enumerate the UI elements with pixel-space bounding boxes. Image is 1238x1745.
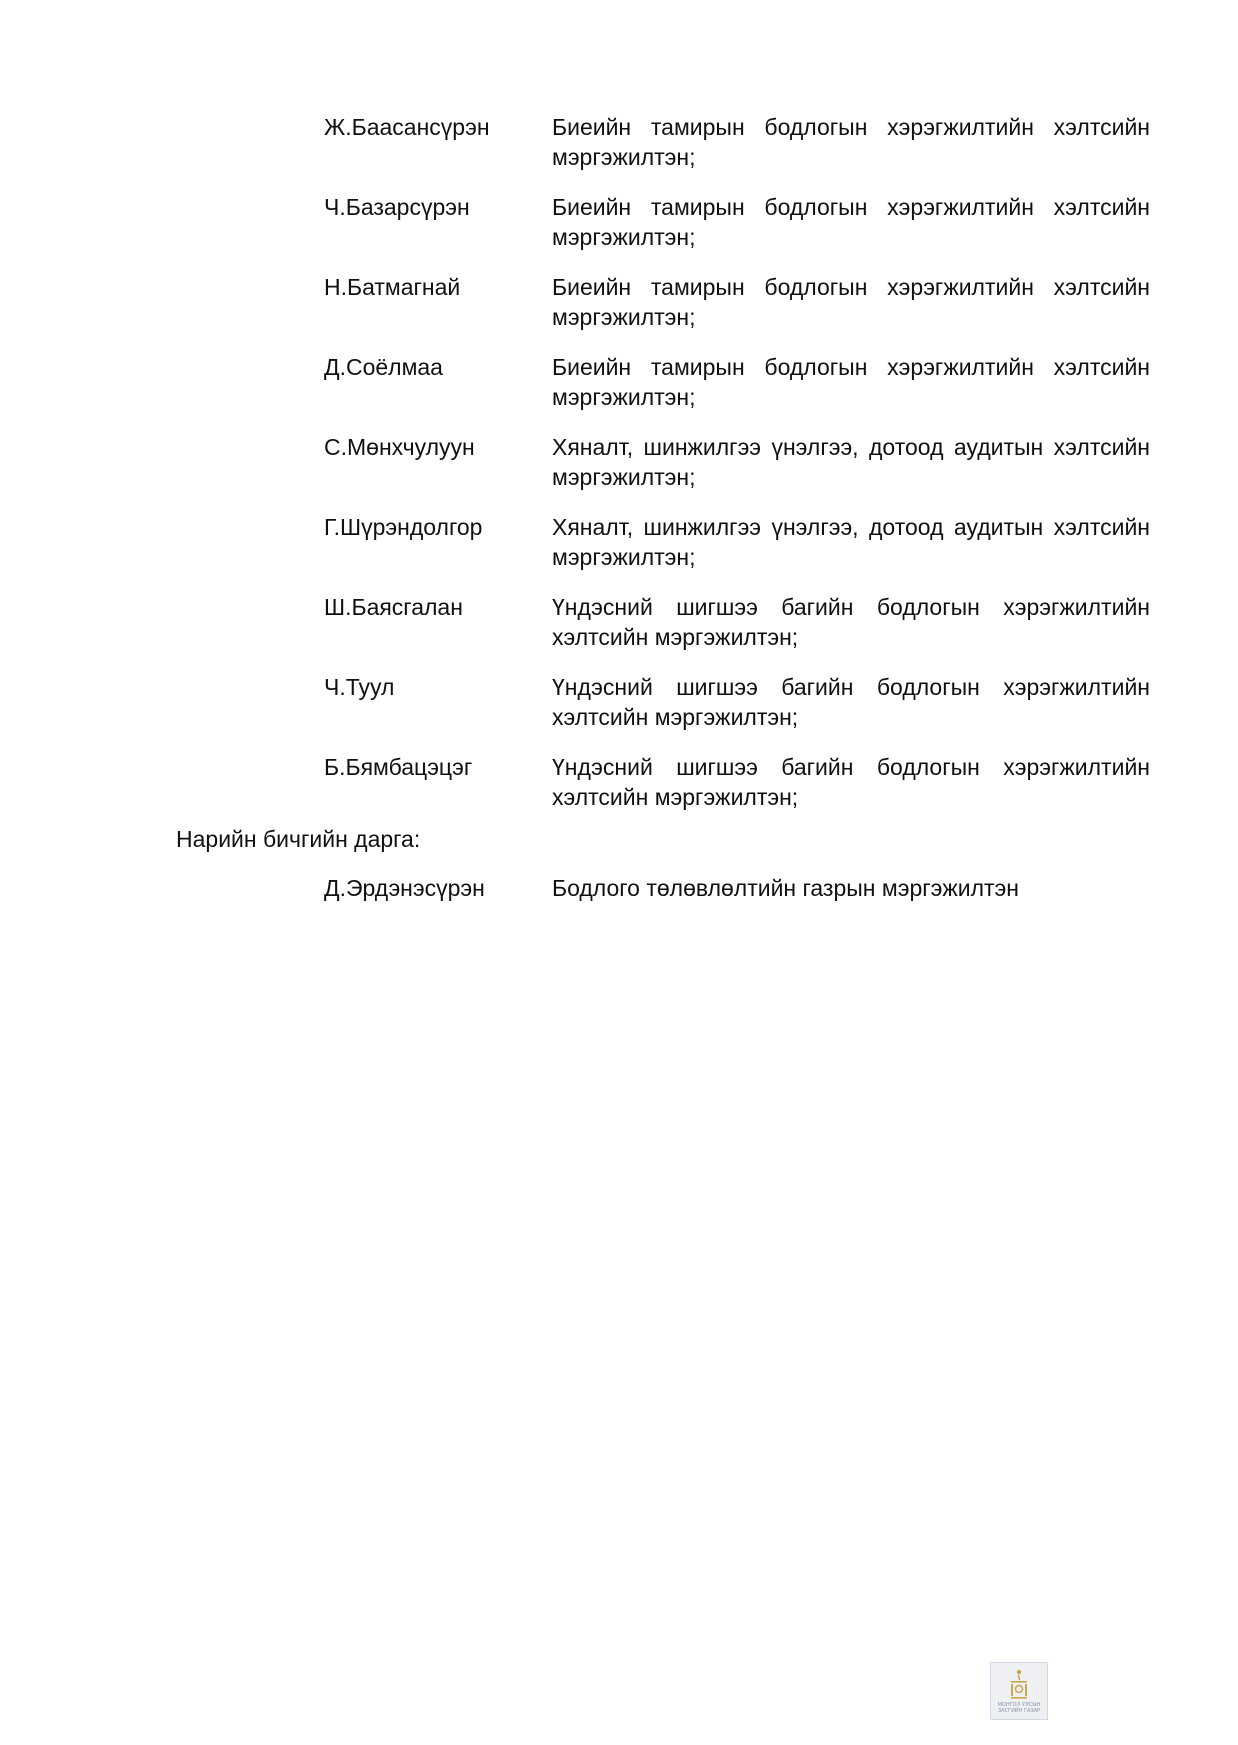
member-role: Хяналт, шинжилгээ үнэлгээ, дотоод аудитын хэлтсийн мэргэжилтэн; bbox=[552, 514, 1150, 570]
member-role: Биеийн тамирын бодлогын хэрэгжилтийн хэлтсийн мэргэжилтэн; bbox=[552, 274, 1150, 330]
member-name: Ш.Баясгалан bbox=[324, 594, 463, 620]
member-row bbox=[324, 112, 1150, 172]
government-emblem bbox=[990, 1662, 1048, 1720]
member-name: Н.Батмагнай bbox=[324, 274, 461, 300]
member-name: Ж.Баасансүрэн bbox=[324, 114, 490, 140]
emblem-text-line2: ЗАСГИЙН ГАЗАР bbox=[997, 1708, 1041, 1714]
secretary-block bbox=[324, 873, 1150, 923]
member-row bbox=[324, 192, 1150, 252]
secretary-name: Д.Эрдэнэсүрэн bbox=[324, 875, 485, 901]
member-role: Биеийн тамирын бодлогын хэрэгжилтийн хэлтсийн мэргэжилтэн; bbox=[552, 194, 1150, 250]
member-role: Хяналт, шинжилгээ үнэлгээ, дотоод аудитын хэлтсийн мэргэжилтэн; bbox=[552, 434, 1150, 490]
secretary-row bbox=[324, 873, 1150, 903]
member-name: Г.Шүрэндолгор bbox=[324, 514, 483, 540]
member-name: Ч.Базарсүрэн bbox=[324, 194, 470, 220]
member-row bbox=[324, 432, 1150, 492]
member-row bbox=[324, 672, 1150, 732]
member-row bbox=[324, 352, 1150, 412]
member-list bbox=[324, 112, 1150, 832]
member-role: Үндэсний шигшээ багийн бодлогын хэрэгжилтийн хэлтсийн мэргэжилтэн; bbox=[552, 674, 1150, 730]
soyombo-emblem-icon bbox=[1007, 1668, 1031, 1702]
member-row bbox=[324, 592, 1150, 652]
member-role: Үндэсний шигшээ багийн бодлогын хэрэгжилтийн хэлтсийн мэргэжилтэн; bbox=[552, 754, 1150, 810]
member-name: Д.Соёлмаа bbox=[324, 354, 443, 380]
member-role: Үндэсний шигшээ багийн бодлогын хэрэгжилтийн хэлтсийн мэргэжилтэн; bbox=[552, 594, 1150, 650]
member-row bbox=[324, 272, 1150, 332]
emblem-text-line1: МОНГОЛ УЛСЫН bbox=[997, 1702, 1041, 1708]
member-row bbox=[324, 752, 1150, 812]
member-role: Биеийн тамирын бодлогын хэрэгжилтийн хэлтсийн мэргэжилтэн; bbox=[552, 354, 1150, 410]
member-name: Б.Бямбацэцэг bbox=[324, 754, 473, 780]
member-name: Ч.Туул bbox=[324, 674, 395, 700]
member-role: Биеийн тамирын бодлогын хэрэгжилтийн хэлтсийн мэргэжилтэн; bbox=[552, 114, 1150, 170]
member-row bbox=[324, 512, 1150, 572]
secretary-role: Бодлого төлөвлөлтийн газрын мэргэжилтэн bbox=[552, 875, 1019, 901]
secretary-heading: Нарийн бичгийн дарга: bbox=[176, 826, 421, 852]
member-name: С.Мөнхчулуун bbox=[324, 434, 475, 460]
